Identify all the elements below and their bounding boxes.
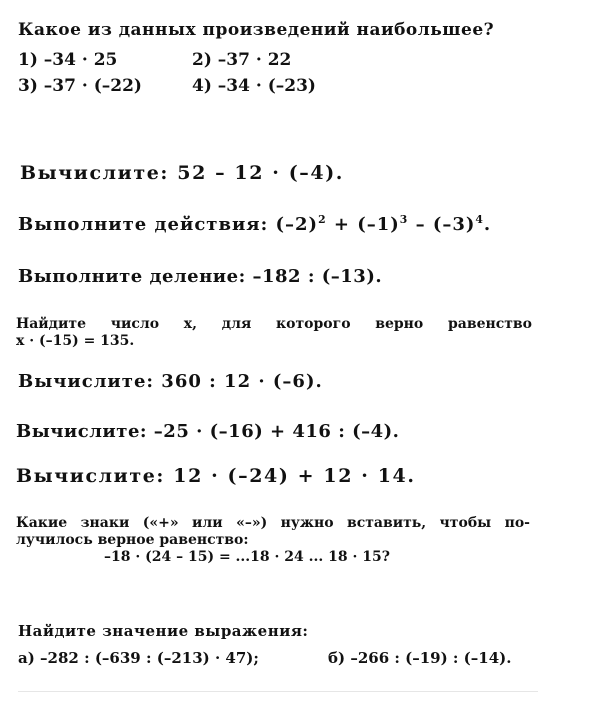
- task1-option-4: 4) –34 · (–23): [192, 76, 316, 96]
- task9-line1-text: Какие знаки («+» или «–») нужно вставить, чтобы по-: [16, 515, 530, 531]
- task3-exp1: 2: [318, 213, 327, 226]
- task2-expression: Вычислите: 52 – 12 · (–4).: [20, 162, 345, 184]
- task5-line1: [16, 316, 532, 332]
- task3-exp2: 3: [399, 213, 409, 226]
- task3-op2: –: [408, 214, 433, 235]
- task4-expression: Выполните деление: –182 : (–13).: [18, 266, 383, 287]
- task3-op1: +: [326, 214, 358, 235]
- task3-term1: (–2): [275, 214, 319, 235]
- task1-option-2: 2) –37 · 22: [192, 50, 292, 70]
- task3-prefix: Выполните действия:: [18, 214, 276, 235]
- task3-expression: [18, 214, 491, 235]
- task10-part-b: б) –266 : (–19) : (–14).: [328, 649, 512, 667]
- task3-term2: (–1): [357, 214, 400, 235]
- task9-equation: –18 · (24 – 15) = ...18 · 24 ... 18 · 15?: [104, 549, 390, 565]
- task3-term3: (–3): [432, 214, 476, 235]
- task7-expression: Вычислите: –25 · (–16) + 416 : (–4).: [16, 421, 400, 442]
- task1-option-1: 1) –34 · 25: [18, 50, 118, 70]
- task1-option-3: 3) –37 · (–22): [18, 76, 142, 96]
- task10-part-a: а) –282 : (–639 : (–213) · 47);: [18, 649, 259, 667]
- task6-expression: Вычислите: 360 : 12 · (–6).: [18, 371, 323, 392]
- bottom-divider: [18, 691, 538, 692]
- task5-line1-text: Найдите число x, для которого верно равенство: [16, 316, 532, 332]
- task5-line2: x · (–15) = 135.: [16, 333, 135, 349]
- task3-exp3: 4: [475, 213, 484, 226]
- task10-question: Найдите значение выражения:: [18, 622, 309, 640]
- task9-line1: [16, 515, 530, 531]
- task9-line2: лучилось верное равенство:: [16, 532, 249, 548]
- task8-expression: Вычислите: 12 · (–24) + 12 · 14.: [16, 465, 416, 487]
- task1-question: Какое из данных произведений наибольшее?: [18, 20, 495, 40]
- task3-end: .: [483, 214, 492, 235]
